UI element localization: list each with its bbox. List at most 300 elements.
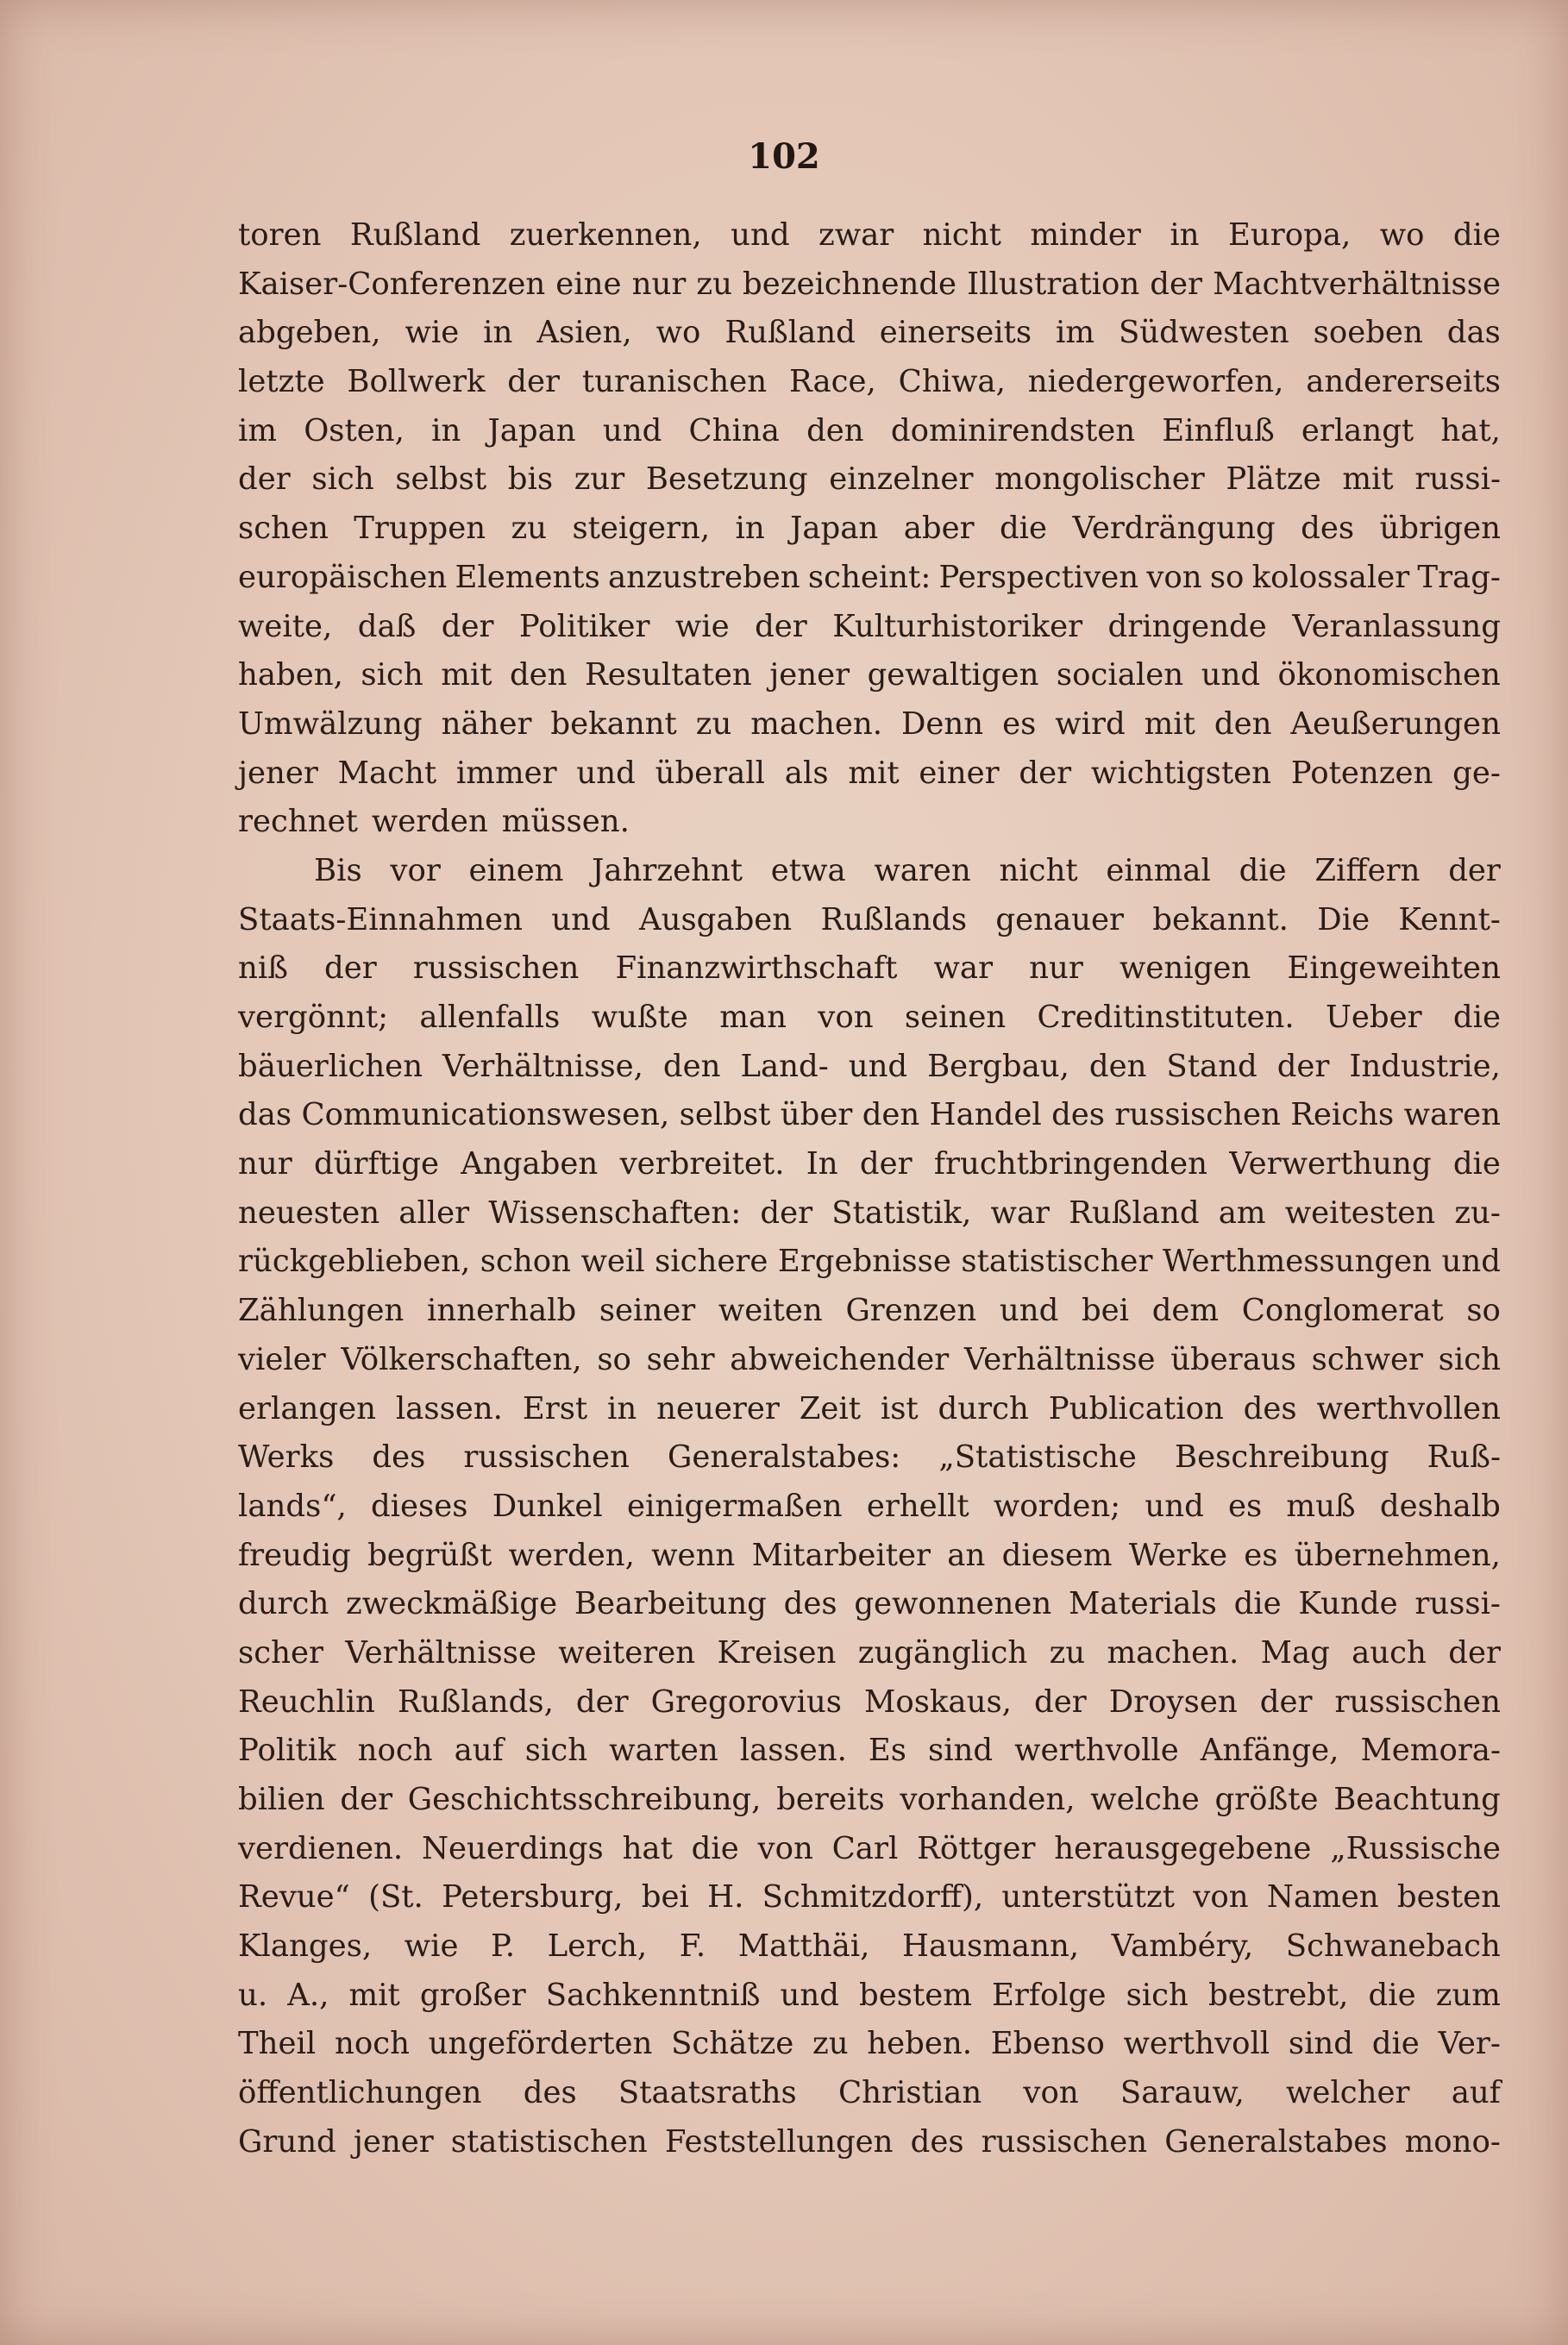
word: und [999,1293,1059,1329]
word: Ver- [1438,2026,1501,2062]
word: Mag [1260,1634,1330,1671]
word: Aeußerungen [1290,705,1501,742]
word: der [859,1146,913,1182]
word: Machtverhältnisse [1213,266,1501,302]
word: Besetzung [645,461,808,498]
word: auch [1352,1634,1427,1671]
text-line [238,700,1501,749]
word: europäischen [238,559,448,595]
word: dringende [1107,608,1267,644]
word: Hausmann, [902,1928,1080,1965]
text-line [238,2069,1501,2118]
word: wo [655,315,701,351]
word: Bergbau, [927,1048,1069,1084]
word: „Statistische [938,1439,1137,1476]
word: socialen [1056,657,1184,693]
text-line [238,847,1501,896]
word: Statistik, [831,1194,972,1231]
word: scher [238,1634,323,1671]
word: die [691,1830,739,1866]
text-line [238,1972,1501,2021]
word: Dunkel [492,1488,603,1524]
word: von [818,1000,874,1035]
word: (St. [368,1879,423,1916]
word: Kreisen [717,1634,837,1671]
word: Revue“ [238,1879,350,1916]
word: mit [1144,705,1195,742]
word: verbreitet. [619,1146,785,1182]
text-line [238,1385,1501,1434]
word: „Russische [1330,1830,1501,1866]
word: der [1276,1048,1330,1084]
word: Geschichtsschreibung, [407,1782,762,1817]
word: Verwerthung [1229,1146,1432,1182]
word: Illustration [967,266,1140,302]
word: es [1244,1537,1278,1573]
word: Kennt- [1398,901,1501,937]
word: selbst [395,461,487,498]
word: der [575,1684,629,1720]
word: Rußlands [820,901,968,937]
word: der [507,364,560,400]
word: auf [454,1733,504,1769]
word: Theil [238,2026,317,2062]
word: des [1301,511,1355,547]
word: besten [1396,1879,1501,1916]
word: des [523,2075,577,2111]
word: die [1368,1977,1416,2013]
word: Truppen [354,511,486,547]
word: einzelner [829,461,974,498]
word: in [607,1390,637,1426]
word: Ausgaben [638,901,793,937]
word: Rußland [724,315,856,351]
word: genauer [995,901,1124,937]
word: werden [371,804,488,840]
word: Reuchlin [238,1684,375,1720]
word: an [947,1537,986,1573]
word: wie [674,608,730,644]
word: bei [1081,1293,1130,1329]
word: Vambéry, [1111,1928,1254,1965]
word: vorhanden, [900,1782,1076,1817]
word: der [441,608,494,644]
word: Asien, [536,315,632,351]
word: russischen [1334,1684,1501,1720]
text-line [238,1287,1501,1336]
word: unterstützt [1001,1879,1175,1916]
word: übrigen [1379,511,1501,547]
word: minder [1030,217,1141,253]
word: Staats-Einnahmen [238,901,523,937]
word: schon [480,1244,571,1280]
word: statistischen [450,2123,648,2160]
word: Es [868,1733,906,1769]
word: der [1448,852,1501,888]
word: Sarauw, [1120,2075,1245,2111]
word: Materials [1069,1586,1217,1622]
word: Schmitzdorff), [762,1879,984,1916]
word: andererseits [1306,364,1501,400]
word: der [1150,266,1203,302]
word: überaus [1170,1341,1297,1377]
word: russi- [1414,1586,1501,1622]
word: u. [238,1977,268,2013]
word: einigermaßen [626,1488,843,1524]
word: so [1209,559,1245,595]
word: Politik [238,1733,336,1769]
text-line [238,309,1501,358]
word: am [1218,1194,1266,1231]
word: der [340,1782,393,1817]
word: Bearbeitung [574,1586,767,1622]
word: Grund [238,2123,336,2160]
word: rückgeblieben, [238,1244,471,1280]
word: Stand [1166,1048,1258,1084]
word: in [431,412,461,448]
word: zur [574,461,625,498]
text-line [238,554,1501,603]
word: die [1233,1586,1282,1622]
text-line [238,1140,1501,1189]
word: wenn [651,1537,736,1573]
text-line [238,1532,1501,1581]
word: welcher [1286,2075,1410,2111]
word: immer [455,755,557,791]
word: die [1452,1000,1501,1035]
text-line [238,1922,1501,1972]
word: machen. [1107,1634,1239,1671]
word: zu [696,266,732,302]
word: der [324,950,377,987]
word: Grenzen [845,1293,977,1329]
word: statistischer [961,1244,1153,1280]
word: größte [1214,1782,1319,1817]
word: aber [903,511,975,547]
word: Japan [487,412,576,448]
word: begrüßt [367,1537,492,1573]
word: Werks [238,1439,335,1476]
word: jener [769,657,850,693]
word: Erst [522,1390,588,1426]
word: welche [1090,1782,1200,1817]
word: bis [507,461,554,498]
word: und [576,755,636,791]
word: Wissenschaften: [488,1194,742,1231]
word: die [999,511,1048,547]
word: Ueber [1325,1000,1422,1035]
word: Südwesten [1118,315,1289,351]
word: Generalstabes: [667,1439,901,1476]
word: weite, [238,608,333,644]
word: Anfänge, [1200,1733,1339,1769]
word: Zählungen [238,1293,405,1329]
word: Verhältnisse, [442,1048,643,1084]
word: Umwälzung [238,705,423,742]
word: Jahrzehnt [592,852,743,888]
word: russischen [1114,1097,1281,1133]
text-line [238,1189,1501,1238]
text-line [238,211,1501,260]
word: wie [405,315,460,351]
word: bekannt [550,705,677,742]
word: zu- [1454,1194,1501,1231]
word: Zeit [799,1390,861,1426]
word: es [1002,705,1037,742]
word: von [757,1830,813,1866]
word: war [990,1194,1050,1231]
word: sichere [655,1244,768,1280]
word: sich [1438,1341,1501,1377]
word: war [933,950,994,987]
word: im [1056,315,1095,351]
word: Röttger [917,1830,1036,1866]
word: Feststellungen [664,2123,894,2160]
word: mit [1342,461,1394,498]
word: wie [404,1928,459,1965]
word: der [1259,1684,1313,1720]
word: und [602,412,662,448]
text-line [238,2118,1501,2167]
word: Beschreibung [1175,1439,1389,1476]
word: Potenzen [1290,755,1433,791]
text-line [238,944,1501,994]
word: als [784,755,829,791]
word: Moskaus, [863,1684,1012,1720]
text-line [238,1043,1501,1092]
text-line [238,1433,1501,1483]
word: den [1214,705,1272,742]
word: des [1243,1390,1297,1426]
word: dominirendsten [890,412,1136,448]
word: Ruß- [1427,1439,1501,1476]
word: und [848,1048,908,1084]
word: herausgegebene [1054,1830,1312,1866]
word: Industrie, [1349,1048,1501,1084]
word: mit [441,657,492,693]
word: Verdrängung [1072,511,1276,547]
word: Denn [900,705,984,742]
text-line [238,1873,1501,1922]
word: In [806,1146,838,1182]
word: wußte [591,1000,688,1035]
word: erlangt [1301,412,1414,448]
word: aller [398,1194,470,1231]
word: durch [938,1390,1029,1426]
word: bereits [776,1782,885,1817]
word: gewaltigen [867,657,1039,693]
word: Elements [455,559,600,595]
word: Generalstabes [1164,2123,1388,2160]
word: der [755,608,807,644]
word: der [1033,1684,1087,1720]
word: ist [880,1390,919,1426]
word: russi- [1414,461,1501,498]
word: den [862,1097,920,1133]
word: zu [695,705,732,742]
word: der [238,461,291,498]
word: Neuerdings [421,1830,604,1866]
word: Mitarbeiter [751,1537,931,1573]
word: einmal [1106,852,1211,888]
word: in [735,511,765,547]
word: neuesten [238,1194,380,1231]
word: etwa [770,852,846,888]
word: freudig [238,1537,351,1573]
page-number: 102 [748,136,820,177]
word: Einfluß [1162,412,1275,448]
word: vor [390,852,441,888]
word: die [1239,852,1287,888]
word: wichtigsten [1090,755,1272,791]
word: worden; [993,1488,1121,1524]
word: überall [655,755,766,791]
text-line [238,2020,1501,2069]
word: russischen [981,2123,1148,2160]
word: Chiwa, [898,364,1006,400]
word: hat [622,1830,673,1866]
word: machen. [750,705,882,742]
word: Gregorovius [650,1684,842,1720]
text-line [238,1727,1501,1776]
word: Rußland [1069,1194,1200,1231]
word: werthvolle [1014,1733,1179,1769]
text-line [238,505,1501,554]
word: bezeichnende [743,266,957,302]
text-line [238,1483,1501,1532]
word: anzustreben [608,559,800,595]
word: zugänglich [857,1634,1028,1671]
word: wird [1055,705,1126,742]
word: Handel [929,1097,1042,1133]
word: von [1193,1879,1249,1916]
word: öffentlichungen [238,2075,482,2111]
word: so [1466,1293,1501,1329]
word: heben. [867,2026,973,2062]
word: den [509,657,568,693]
word: müssen. [501,804,630,840]
word: nur [238,1146,292,1182]
word: Carl [831,1830,899,1866]
word: großer [419,1977,526,2013]
word: abweichender [730,1341,950,1377]
word: Politiker [518,608,650,644]
word: Beachtung [1333,1782,1501,1817]
word: Kunde [1298,1586,1398,1622]
word: von [1023,2075,1079,2111]
word: zuerkennen, [509,217,702,253]
body-text [238,211,1501,2167]
word: und [1441,1244,1501,1280]
word: daß [357,608,417,644]
word: Memora- [1360,1733,1501,1769]
word: Schätze [671,2026,794,2062]
word: den [662,1048,721,1084]
word: turanischen [581,364,768,400]
word: Plätze [1226,461,1321,498]
word: russischen [412,950,580,987]
word: Creditinstituten. [1037,1000,1295,1035]
text-line [238,651,1501,700]
word: sich [524,1733,588,1769]
text-line [238,896,1501,945]
word: Finanzwirthschaft [615,950,898,987]
word: so [597,1341,631,1377]
word: Droysen [1108,1684,1238,1720]
word: eine [555,266,622,302]
word: mit [348,1977,400,2013]
word: Erfolge [992,1977,1107,2013]
word: waren [1403,1097,1501,1133]
word: den [806,412,864,448]
word: weiten [718,1293,823,1329]
word: muß [1286,1488,1356,1524]
word: es [1227,1488,1263,1524]
word: jener [353,2123,434,2160]
word: erhellt [866,1488,969,1524]
word: des [783,1586,837,1622]
word: Kulturhistoriker [832,608,1083,644]
word: innerhalb [427,1293,577,1329]
word: Bis [314,852,362,888]
text-line [238,1629,1501,1678]
word: bestem [859,1977,972,2013]
word: zu [1049,1634,1086,1671]
word: jener [238,755,318,791]
word: Ergebnisse [777,1244,951,1280]
word: Verhältnisse [963,1341,1156,1377]
text-line [238,1336,1501,1385]
word: weil [580,1244,645,1280]
word: Die [1317,901,1370,937]
word: soeben [1313,315,1423,351]
word: Klanges, [238,1928,373,1965]
word: und [551,901,611,937]
word: Völkerschaften, [341,1341,582,1377]
word: vieler [238,1341,326,1377]
word: Reichs [1290,1097,1395,1133]
word: allenfalls [419,1000,561,1035]
word: und [1201,657,1261,693]
word: einerseits [879,315,1032,351]
word: Rußlands, [397,1684,554,1720]
word: werthvollen [1316,1390,1501,1426]
word: im [238,412,278,448]
word: von [1146,559,1202,595]
word: man [719,1000,787,1035]
word: der [760,1194,813,1231]
text-line [238,260,1501,310]
word: der [1448,1634,1501,1671]
word: Bollwerk [347,364,486,400]
word: weiteren [558,1634,696,1671]
word: seiner [599,1293,696,1329]
word: einer [919,755,1000,791]
word: Ebenso [990,2026,1105,2062]
word: Christian [837,2075,982,2111]
word: schen [238,511,329,547]
word: das [238,1097,292,1133]
word: China [688,412,780,448]
word: letzte [238,364,325,400]
word: dem [1151,1293,1220,1329]
word: Perspectiven [938,559,1139,595]
word: sich [311,461,374,498]
word: warten [609,1733,718,1769]
text-line [238,358,1501,407]
word: H. [707,1879,744,1916]
word: steigern, [572,511,711,547]
